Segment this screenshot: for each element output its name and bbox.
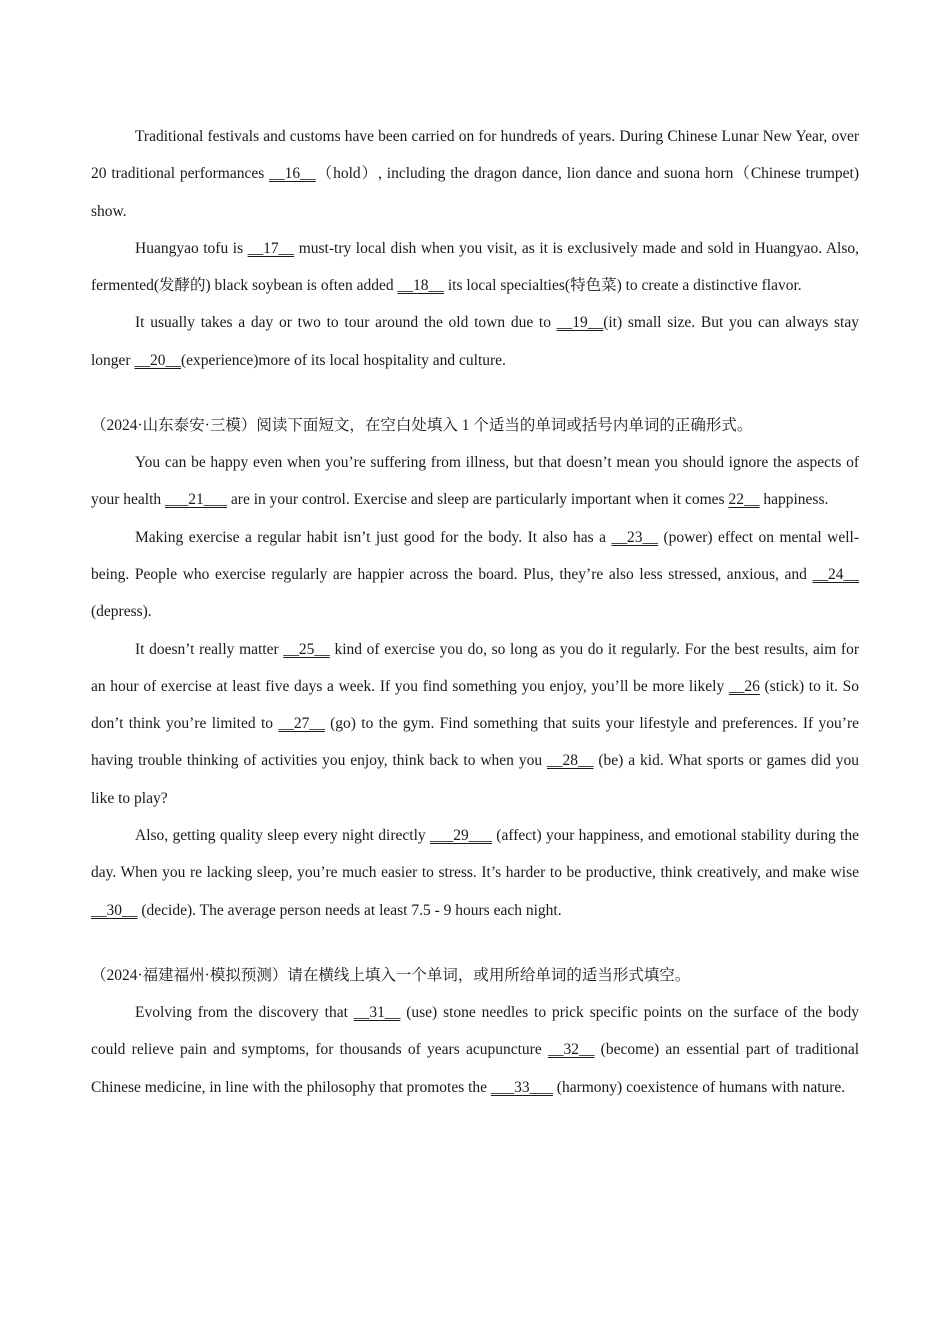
section-header: （2024·福建福州·模拟预测）请在横线上填入一个单词，或用所给单词的适当形式填空。 xyxy=(91,966,691,984)
section-1 xyxy=(91,118,859,379)
paragraph: Traditional festivals and customs have been carried on for hundreds of years. During Chinese Lunar New Year, over 20 traditional performances __16__（hold）, including the dragon dance, lion dance and suona horn（Chinese trumpet) show. xyxy=(91,128,860,220)
paragraph: Making exercise a regular habit isn’t just good for the body. It also has a __23__ (power) effect on mental well-being. People who exercise regularly are happier across the board. Plus, they’re also less stressed, anxious, and __24__ (depress). xyxy=(91,528,859,621)
paragraph: Huangyao tofu is __17__ must-try local dish when you visit, as it is exclusively made and sold in Huangyao. Also, fermented(发酵的) black soybean is often added __18__ its local specialties(特色菜) to create a distinctive flavor. xyxy=(91,239,859,295)
section-2 xyxy=(91,407,859,929)
blank-25[interactable]: __25__ xyxy=(283,640,330,658)
paragraph: You can be happy even when you’re suffering from illness, but that doesn’t mean you should ignore the aspects of your health ___21___ are in your control. Exercise and sleep are particularly important when it comes 22__ happiness. xyxy=(91,454,859,509)
blank-27[interactable]: __27__ xyxy=(278,715,325,733)
blank-29[interactable]: ___29___ xyxy=(429,827,492,845)
blank-23[interactable]: __23__ xyxy=(611,528,659,546)
blank-28[interactable]: __28__ xyxy=(546,752,594,770)
blank-32[interactable]: __32__ xyxy=(547,1041,595,1059)
blank-26[interactable]: __26 xyxy=(728,677,760,695)
paragraph: It doesn’t really matter __25__ kind of exercise you do, so long as you do it regularly. For the best results, aim for an hour of exercise at least five days a week. If you find something you enjoy, you’ll be more likely __26 (stick) to it. So don’t think you’re limited to __27__ (go) to the gym. Find something that suits your lifestyle and preferences. If you’re having trouble thinking of activities you enjoy, think back to when you __28__ (be) a kid. What sports or games did you like to play? xyxy=(91,640,859,807)
blank-18[interactable]: __18__ xyxy=(397,277,444,295)
paragraph: Evolving from the discovery that __31__ (use) stone needles to prick specific points on the surface of the body could relieve pain and symptoms, for thousands of years acupuncture __32__ (become) an essential part of traditional Chinese medicine, in line with the philosophy that promotes the ___33___ (harmony) coexistence of humans with nature. xyxy=(91,1003,860,1096)
blank-19[interactable]: __19__ xyxy=(556,314,604,332)
paragraph: Also, getting quality sleep every night directly ___29___ (affect) your happiness, and emotional stability during the day. When you re lacking sleep, you’re much easier to stress. It’s harder to be productive, think creatively, and make wise __30__ (decide). The average person needs at least 7.5 - 9 hours each night. xyxy=(91,827,859,919)
paragraph: It usually takes a day or two to tour around the old town due to __19__(it) small size. But you can always stay longer __20__(experience)more of its local hospitality and culture. xyxy=(91,314,859,369)
blank-33[interactable]: ___33___ xyxy=(490,1078,553,1096)
blank-16[interactable]: __16__ xyxy=(269,165,316,183)
blank-22[interactable]: 22__ xyxy=(728,491,760,509)
blank-30[interactable]: __30__ xyxy=(91,901,138,919)
blank-20[interactable]: __20__ xyxy=(134,351,181,369)
blank-31[interactable]: __31__ xyxy=(353,1003,401,1021)
document-page xyxy=(91,118,859,1106)
blank-24[interactable]: __24__ xyxy=(812,565,859,583)
blank-17[interactable]: __17__ xyxy=(247,239,295,257)
blank-21[interactable]: ___21___ xyxy=(165,491,228,509)
section-3 xyxy=(91,957,859,1106)
section-header: （2024·山东泰安·三模）阅读下面短文，在空白处填入 1 个适当的单词或括号内单词的正确形式。 xyxy=(91,417,753,435)
